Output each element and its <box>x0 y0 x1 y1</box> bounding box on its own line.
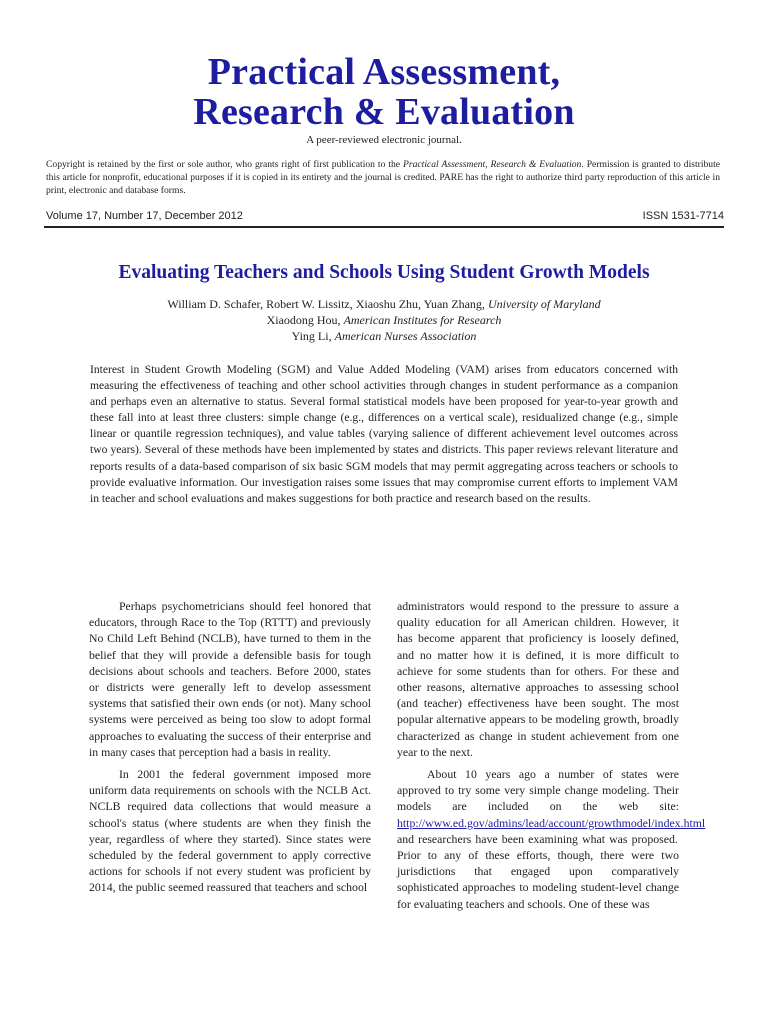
author-list <box>0 296 768 344</box>
author-names-1: William D. Schafer, Robert W. Lissitz, Xiaoshu Zhu, Yuan Zhang, <box>167 297 488 311</box>
journal-title-line-1: Practical Assessment, <box>207 51 561 93</box>
body-text: and researchers have been examining what was proposed. Prior to any of these efforts, though, there were two jurisdictions that engaged upon comparatively sophisticated approaches to modeling student-level change for evaluating teachers and schools. One of these was <box>397 831 679 911</box>
issn: ISSN 1531-7714 <box>642 210 724 222</box>
body-paragraph <box>397 766 706 912</box>
copyright-notice <box>46 158 720 198</box>
journal-subtitle: A peer-reviewed electronic journal. <box>306 134 462 146</box>
author-line-3 <box>0 328 768 344</box>
author-affiliation-1: University of Maryland <box>487 297 601 311</box>
copyright-text-1: Copyright is retained by the first or sole author, who grants right of first publication to the <box>46 159 403 170</box>
abstract: Interest in Student Growth Modeling (SGM) and Value Added Modeling (VAM) arises from educators concerned with measuring the effectiveness of teaching and other school activities through changes in student performance as a companion and perhaps even an alternative to status. Several formal statistical models have been proposed for year-to-year growth and these fall into at least three clusters: simple change (e.g., differences on a vertical scale), residualized change (e.g., simple linear or quantile regression techniques), and value tables (varying salience of different achievement level outcomes across two years). Several of these methods have been implemented by states and districts. This paper reviews relevant literature and reports results of a data-based comparison of six basic SGM models that may permit aggregating across teachers or schools to provide evaluative information. Our investigation raises some issues that may compromise current efforts to implement VAM in teacher and school evaluations and makes suggestions for both practice and research based on the results. <box>90 363 678 505</box>
body-text: About 10 years ago a number of states were approved to try some very simple change modeling. Their models are included on the web site: <box>397 767 679 814</box>
author-line-2 <box>0 312 768 328</box>
body-paragraph: Perhaps psychometricians should feel honored that educators, through Race to the Top (RTTT) and previously No Child Left Behind (NCLB), have turned to them in the belief that they will provide a defensible basis for tough decisions about schools and teachers. Before 2000, states or districts were generally left to develop assessment systems that satisfied their own ends (or not). Many school systems were perceived as being too slow to adopt formal approaches to evaluating the success of their enterprise and in many cases that perception had a basis in reality. <box>89 599 371 759</box>
article-title: Evaluating Teachers and Schools Using Student Growth Models <box>118 262 650 283</box>
copyright-journal-name: Practical Assessment, Research & Evaluation <box>403 159 582 170</box>
body-paragraph: administrators would respond to the pressure to assure a quality education for all American children. However, it has become apparent that proficiency is loosely defined, and no matter how it is defined, it is more difficult to achieve for some students than for others. For these and other reasons, alternative approaches to assessing school (and teacher) effectiveness have been sought. The most popular alternative appears to be modeling growth, broadly characterized as change in student achievement from one year to the next. <box>397 599 679 759</box>
author-line-1 <box>0 296 768 312</box>
journal-title <box>0 52 768 132</box>
author-affiliation-2: American Institutes for Research <box>343 313 502 327</box>
volume-info: Volume 17, Number 17, December 2012 <box>46 210 243 222</box>
body-column-left <box>89 598 371 896</box>
issue-bar <box>44 208 724 228</box>
growth-model-link[interactable]: http://www.ed.gov/admins/lead/account/growthmodel/index.html <box>397 815 706 830</box>
author-names-3: Ying Li, <box>291 329 335 343</box>
journal-title-line-2: Research & Evaluation <box>193 91 575 133</box>
body-paragraph: In 2001 the federal government imposed more uniform data requirements on schools with the NCLB Act. NCLB required data collections that would measure a school's status (where students are when they finish the year, regardless of where they started). Since states were scheduled by the federal government to apply corrective actions for schools if not every student was proficient by 2014, the public seemed reassured that teachers and school <box>89 767 371 895</box>
body-column-right <box>397 598 706 912</box>
author-affiliation-3: American Nurses Association <box>334 329 477 343</box>
copyright-text-2: . Permission is granted to distribute this article for nonprofit, educational purposes if it is copied in its entirety and the journal is credited. PARE has the right to authorize third party reproduction of this article in print, electronic and database forms. <box>46 159 721 197</box>
author-names-2: Xiaodong Hou, <box>266 313 344 327</box>
